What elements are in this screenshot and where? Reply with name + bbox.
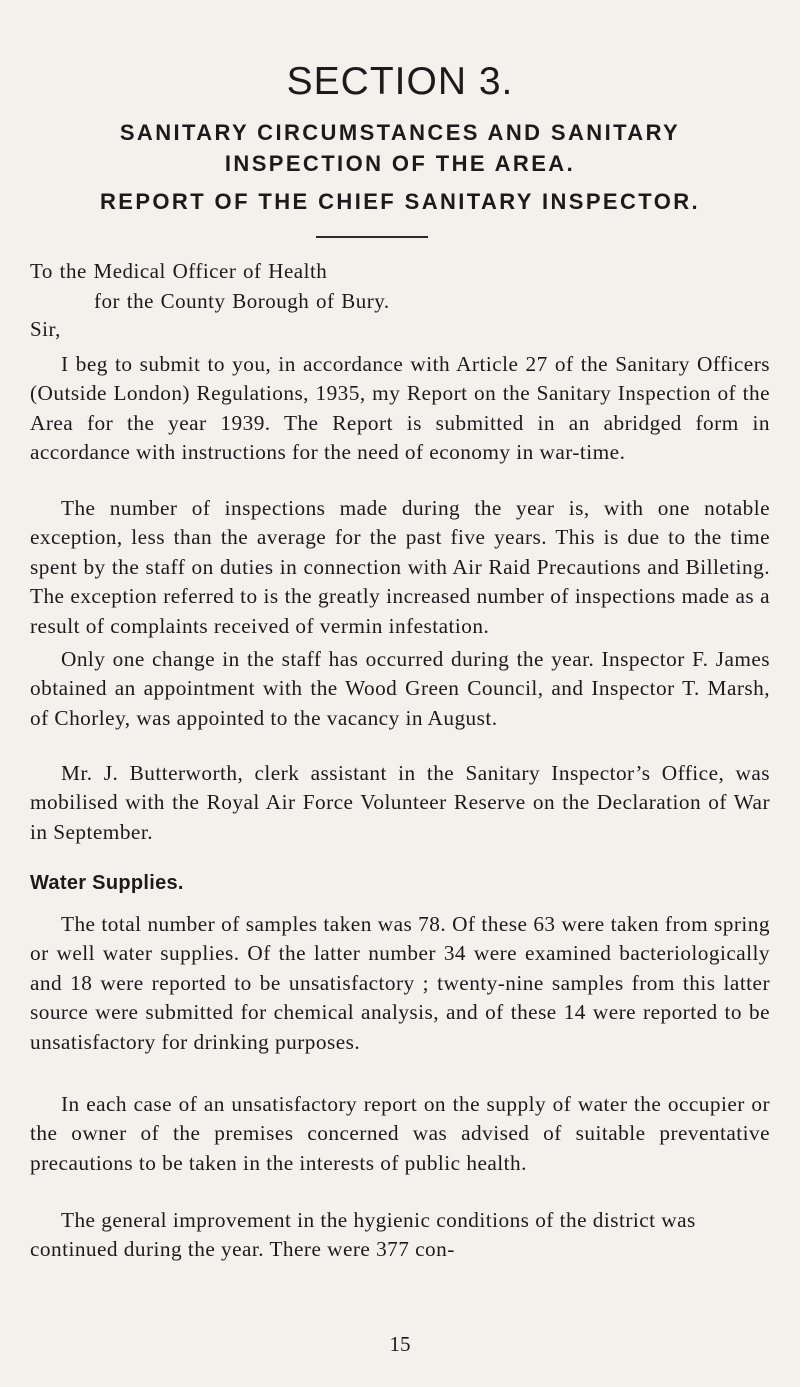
report-paragraph-1: I beg to submit to you, in accordance with Article 27 of the Sanitary Officers (Outside London) Regulations, 1935, my Report on the Sanitary Inspection of the Area for the year 1939. The Report is submitted in an abridged form in accordance with instructions for the need of economy in war-time. [30,352,770,465]
divider-rule [316,236,428,238]
address-line-1: To the Medical Officer of Health [30,259,328,283]
heading-line-2: INSPECTION OF THE AREA. [224,151,576,176]
section-title: SECTION 3. [286,60,514,103]
report-paragraph-2: The number of inspections made during the year is, with one notable exception, less than the average for the past five years. This is due to the time spent by the staff on duties in connection with Air Raid Precautions and Billeting. The exception referred to is the greatly increased number of inspections made as a result of complaints received of vermin infestation. [30,496,770,638]
water-paragraph-3: The general improvement in the hygienic conditions of the district was continued during the year. There were 377 con- [30,1208,696,1262]
report-paragraph-4: Mr. J. Butterworth, clerk assistant in the Sanitary Inspector’s Office, was mobilised with the Royal Air Force Volunteer Reserve on the Declaration of War in September. [30,761,770,844]
page-number: 15 [389,1332,411,1356]
water-paragraph-1: The total number of samples taken was 78. Of these 63 were taken from spring or well water supplies. Of the latter number 34 were examined bacteriologically and 18 were reported to be unsatisfactory ; twenty-nine samples from this latter source were submitted for chemical analysis, and of these 14 were reported to be unsatisfactory for drinking purposes. [30,912,770,1054]
address-line-2: for the County Borough of Bury. [94,289,390,313]
heading-line-3: REPORT OF THE CHIEF SANITARY INSPECTOR. [99,189,701,214]
water-paragraph-2: In each case of an unsatisfactory report on the supply of water the occupier or the owner of the premises concerned was advised of suitable preventative precautions to be taken in the interests of public health. [30,1092,770,1175]
report-paragraph-3: Only one change in the staff has occurred during the year. Inspector F. James obtained an appointment with the Wood Green Council, and Inspector T. Marsh, of Chorley, was appointed to the vacancy in August. [30,647,770,730]
heading-line-1: SANITARY CIRCUMSTANCES AND SANITARY [119,120,681,145]
salutation: Sir, [30,317,61,341]
water-supplies-heading: Water Supplies. [30,872,184,894]
